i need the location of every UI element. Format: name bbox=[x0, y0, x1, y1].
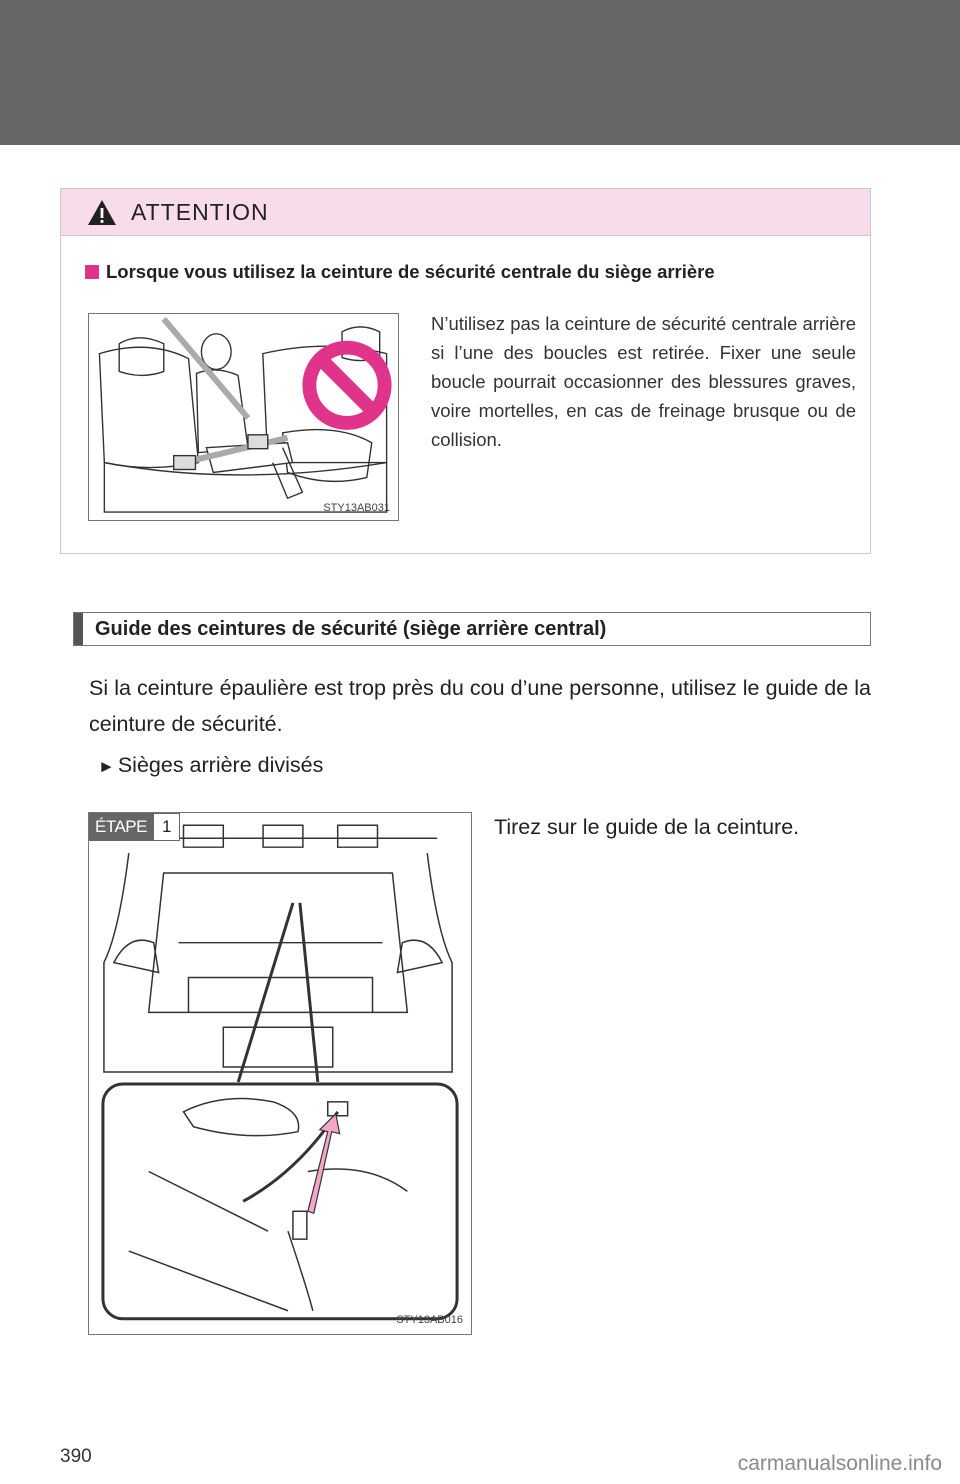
warning-triangle-icon bbox=[87, 199, 117, 226]
seat-drawing bbox=[89, 314, 398, 520]
heading-bar bbox=[74, 613, 83, 645]
caution-box bbox=[60, 188, 871, 554]
caution-header bbox=[61, 189, 870, 236]
step-badge: ÉTAPE 1 bbox=[89, 813, 180, 841]
bullet-item: ► Sièges arrière divisés bbox=[98, 753, 324, 777]
caution-title: ATTENTION bbox=[131, 198, 269, 225]
section-heading: Guide des ceintures de sécurité (siège arrière central) bbox=[73, 612, 871, 646]
step-instruction: Tirez sur le guide de la ceinture. bbox=[494, 815, 800, 839]
square-bullet-icon bbox=[85, 265, 99, 279]
triangle-bullet-icon: ► bbox=[98, 757, 115, 776]
section-paragraph: Si la ceinture épaulière est trop près du cou d’une personne, utilisez le guide de la ceinture de sécurité. bbox=[89, 676, 871, 736]
header-band bbox=[0, 0, 960, 145]
belt-guide-illustration bbox=[88, 812, 472, 1335]
watermark-link[interactable]: carmanualsonline.info bbox=[737, 1452, 942, 1475]
caution-subheading: Lorsque vous utilisez la ceinture de sécurité centrale du siège arrière bbox=[85, 261, 715, 283]
figure-code: STY13AB016 bbox=[396, 1314, 463, 1326]
figure-code: STY13AB031 bbox=[323, 502, 390, 514]
caution-body: N’utilisez pas la ceinture de sécurité centrale arrière si l’une des boucles est retirée. Fixer une seule boucle pourrait occasionner des blessures graves, voire mortelles, en cas de freinage brusque ou de collision. bbox=[431, 313, 856, 450]
rear-seat-illustration bbox=[88, 313, 399, 521]
page-number: 390 bbox=[60, 1446, 92, 1467]
car-drawing bbox=[89, 813, 471, 1334]
